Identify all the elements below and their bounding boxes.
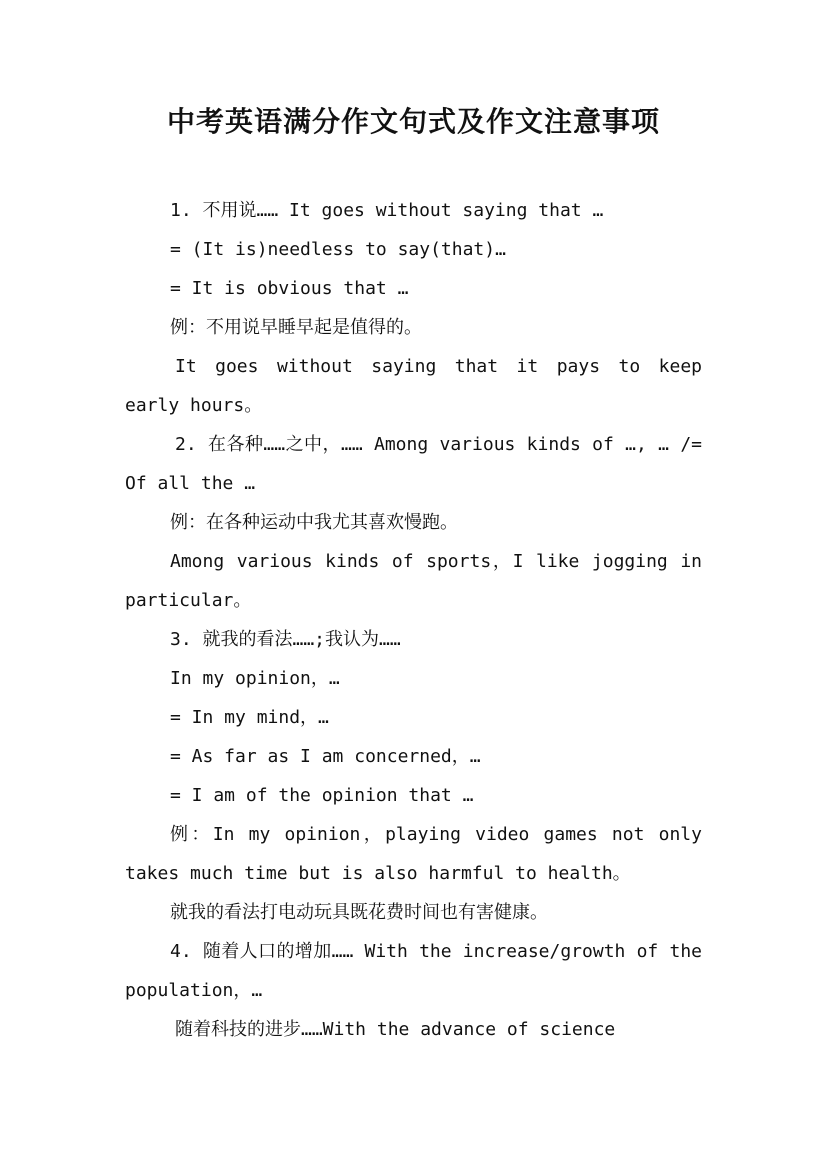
paragraph: In my opinion，…: [170, 668, 340, 689]
document-title: 中考英语满分作文句式及作文注意事项: [166, 105, 660, 138]
paragraph: 例：在各种运动中我尤其喜欢慢跑。: [170, 512, 458, 533]
paragraph: 例：In my opinion，playing video games not only takes much time but is also harmful to health。: [125, 824, 702, 884]
paragraph: = I am of the opinion that …: [170, 785, 474, 806]
paragraph: = In my mind，…: [170, 707, 329, 728]
paragraph: = (It is)needless to say(that)…: [170, 239, 506, 260]
paragraph: 就我的看法打电动玩具既花费时间也有害健康。: [170, 902, 548, 923]
paragraph: It goes without saying that it pays to keep early hours。: [125, 356, 702, 416]
document-body: [125, 191, 702, 1049]
paragraph: 4. 随着人口的增加…… With the increase/growth of the population，…: [125, 941, 702, 1001]
paragraph: = It is obvious that …: [170, 278, 409, 299]
paragraph: 随着科技的进步……With the advance of science: [175, 1019, 616, 1040]
paragraph: 1. 不用说…… It goes without saying that …: [170, 200, 604, 221]
paragraph: = As far as I am concerned，…: [170, 746, 481, 767]
paragraph: Among various kinds of sports，I like jogging in particular。: [125, 551, 702, 611]
paragraph: 3. 就我的看法……;我认为……: [170, 629, 401, 650]
paragraph: 2. 在各种……之中，…… Among various kinds of …, … /= Of all the …: [125, 434, 702, 494]
paragraph: 例：不用说早睡早起是值得的。: [170, 317, 422, 338]
